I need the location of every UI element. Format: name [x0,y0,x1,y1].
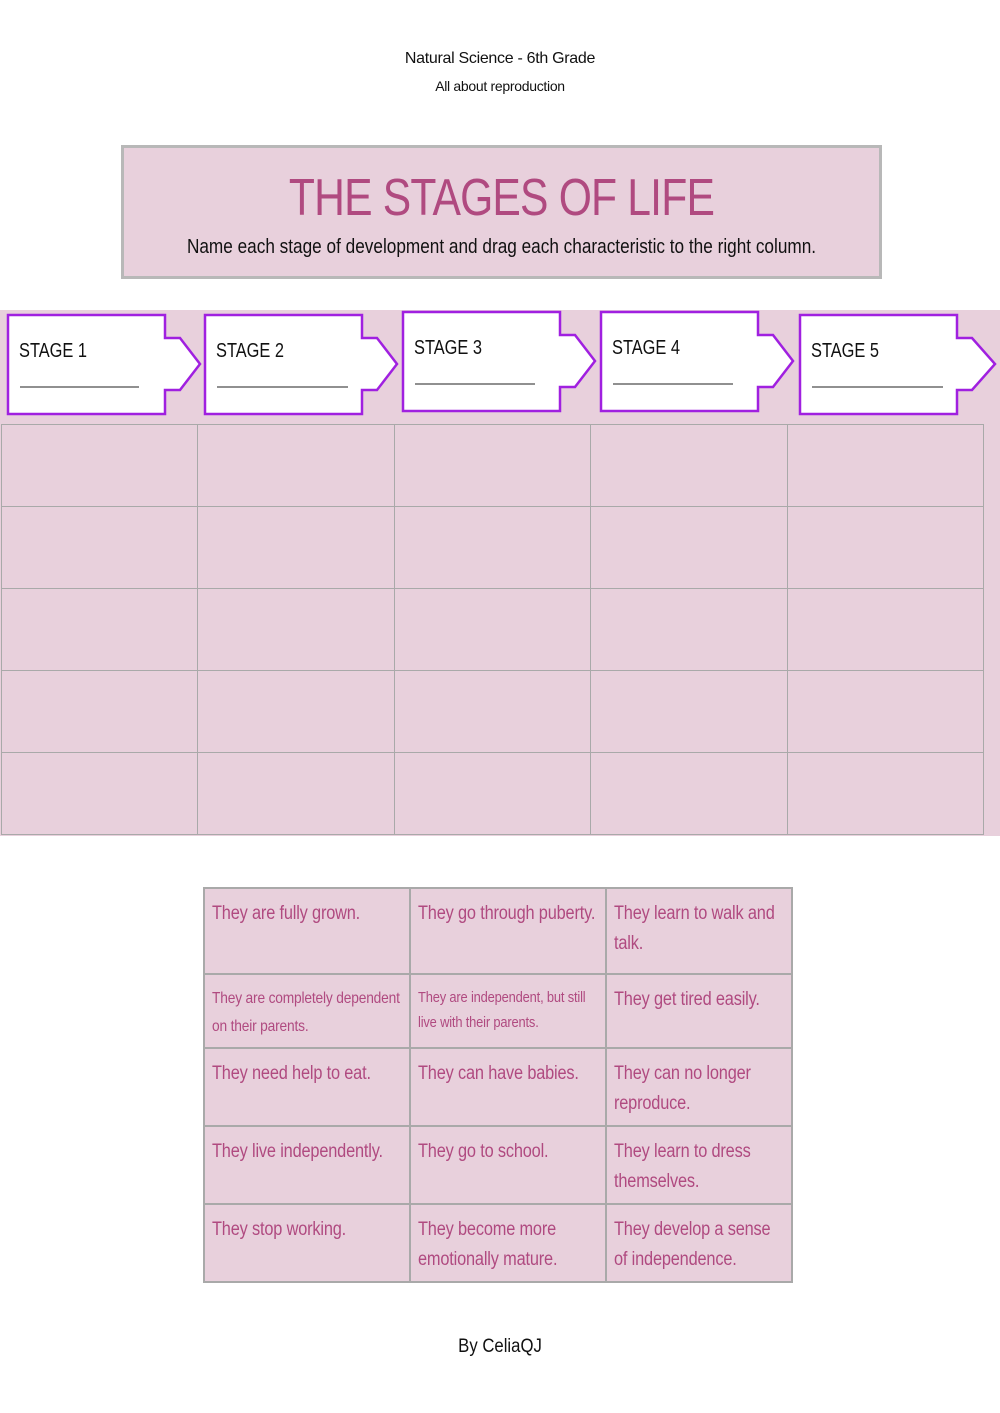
characteristics-row [204,1126,792,1204]
drop-cell[interactable] [591,671,787,753]
drop-cell[interactable] [2,753,198,835]
drop-cell[interactable] [198,753,394,835]
drop-cell[interactable] [787,753,983,835]
drop-cell[interactable] [394,507,590,589]
stage-arrows-row [0,310,1000,420]
subject-heading: Natural Science - 6th Grade [404,50,596,67]
drop-cell[interactable] [2,425,198,507]
grid-row [2,671,984,753]
drop-cell[interactable] [394,671,590,753]
drop-cell[interactable] [198,425,394,507]
characteristic-card[interactable]: They are independent, but still live with their parents. [410,974,606,1048]
grid-row [2,507,984,589]
stage-5-label: STAGE 5 [811,340,880,362]
drop-cell[interactable] [591,507,787,589]
drop-cell[interactable] [2,507,198,589]
characteristics-row [204,974,792,1048]
stage-1-label: STAGE 1 [19,340,88,362]
stage-2-arrow[interactable] [205,315,397,414]
characteristic-card[interactable]: They are completely dependent on their parents. [204,974,410,1048]
drop-cell[interactable] [787,589,983,671]
stage-drop-grid [1,424,984,835]
characteristic-card[interactable]: They go through puberty. [410,888,606,974]
characteristic-card[interactable]: They learn to dress themselves. [606,1126,792,1204]
characteristics-row [204,1204,792,1282]
characteristic-card[interactable]: They stop working. [204,1204,410,1282]
characteristics-row [204,888,792,974]
author-credit: By CeliaQJ [458,1336,542,1357]
instructions-text: Name each stage of development and drag each characteristic to the right column. [186,236,817,258]
drop-cell[interactable] [198,589,394,671]
stage-3-arrow[interactable] [403,312,595,411]
grid-row [2,753,984,835]
characteristic-card[interactable]: They go to school. [410,1126,606,1204]
stage-4-arrow[interactable] [601,312,793,411]
stage-2-label: STAGE 2 [216,340,285,362]
drop-cell[interactable] [591,753,787,835]
drop-cell[interactable] [787,425,983,507]
stage-5-arrow[interactable] [800,315,995,414]
characteristic-card[interactable]: They can have babies. [410,1048,606,1126]
drop-cell[interactable] [787,507,983,589]
drop-cell[interactable] [591,589,787,671]
drop-cell[interactable] [2,589,198,671]
worksheet-title: THE STAGES OF LIFE [288,169,715,227]
stage-4-label: STAGE 4 [612,337,681,359]
characteristic-card[interactable]: They get tired easily. [606,974,792,1048]
drop-cell[interactable] [2,671,198,753]
title-panel [121,145,882,279]
grid-row [2,425,984,507]
topic-heading: All about reproduction [435,78,565,94]
drop-cell[interactable] [787,671,983,753]
characteristic-card[interactable]: They are fully grown. [204,888,410,974]
characteristic-card[interactable]: They develop a sense of independence. [606,1204,792,1282]
stage-1-arrow[interactable] [8,315,200,414]
drop-cell[interactable] [394,589,590,671]
characteristic-card[interactable]: They become more emotionally mature. [410,1204,606,1282]
characteristic-card[interactable]: They learn to walk and talk. [606,888,792,974]
drop-cell[interactable] [198,507,394,589]
stages-panel [0,310,1000,836]
characteristic-card[interactable]: They live independently. [204,1126,410,1204]
characteristic-card[interactable]: They can no longer reproduce. [606,1048,792,1126]
characteristics-table [203,887,793,1283]
stage-3-label: STAGE 3 [414,337,483,359]
drop-cell[interactable] [198,671,394,753]
characteristic-card[interactable]: They need help to eat. [204,1048,410,1126]
grid-row [2,589,984,671]
drop-cell[interactable] [394,753,590,835]
drop-cell[interactable] [394,425,590,507]
characteristics-row [204,1048,792,1126]
drop-cell[interactable] [591,425,787,507]
